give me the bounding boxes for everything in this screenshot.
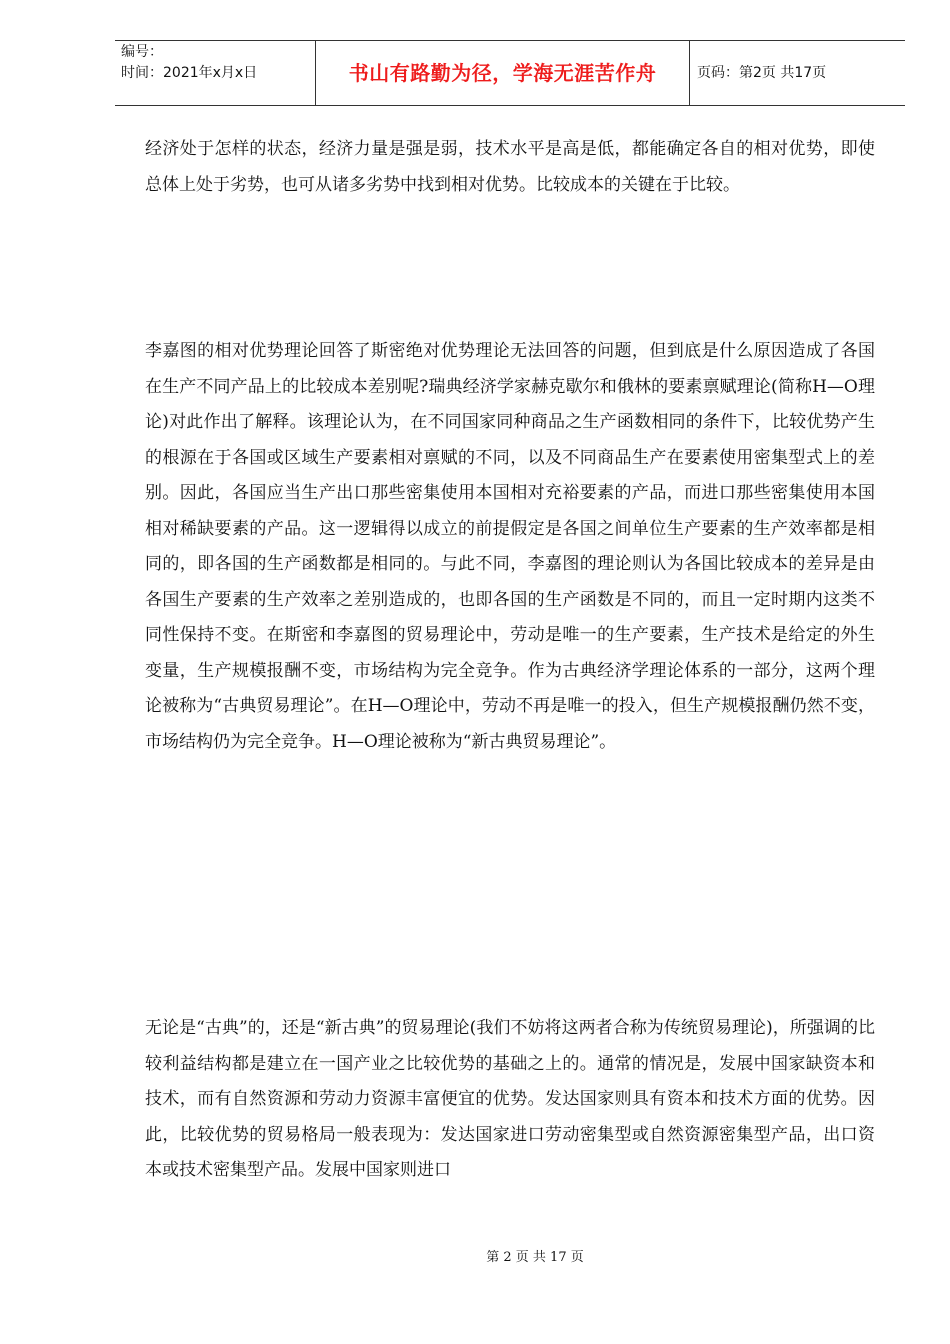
page-header — [115, 40, 905, 106]
serial-number-label: 编号： — [121, 44, 163, 60]
body-paragraph: 无论是“古典”的，还是“新古典”的贸易理论(我们不妨将这两者合称为传统贸易理论)，所强调的比较利益结构都是建立在一国产业之比较优势的基础之上的。通常的情况是，发展中国家缺资本和技术，而有自然资源和劳动力资源丰富便宜的优势。发达国家则具有资本和技术方面的优势。因此，比较优势的贸易格局一般表现为：发达国家进口劳动密集型或自然资源密集型产品，出口资本或技术密集型产品。发展中国家则进口 — [145, 1018, 875, 1180]
header-page-info: 页码：第2页 共17页 — [697, 65, 827, 81]
page-footer: 第 2 页 共 17 页 — [486, 1250, 584, 1265]
header-motto: 书山有路勤为径，学海无涯苦作舟 — [316, 41, 690, 105]
body-paragraph: 李嘉图的相对优势理论回答了斯密绝对优势理论无法回答的问题，但到底是什么原因造成了各国在生产不同产品上的比较成本差别呢?瑞典经济学家赫克歇尔和俄林的要素禀赋理论(简称H—O理论)对此作出了解释。该理论认为，在不同国家同种商品之生产函数相同的条件下，比较优势产生的根源在于各国或区域生产要素相对禀赋的不同，以及不同商品生产在要素使用密集型式上的差别。因此，各国应当生产出口那些密集使用本国相对充裕要素的产品，而进口那些密集使用本国相对稀缺要素的产品。这一逻辑得以成立的前提假定是各国之间单位生产要素的生产效率都是相同的，即各国的生产函数都是相同的。与此不同，李嘉图的理论则认为各国比较成本的差异是由各国生产要素的生产效率之差别造成的，也即各国的生产函数是不同的，而且一定时期内这类不同性保持不变。在斯密和李嘉图的贸易理论中，劳动是唯一的生产要素，生产技术是给定的外生变量，生产规模报酬不变，市场结构为完全竞争。作为古典经济学理论体系的一部分，这两个理论被称为“古典贸易理论”。在H—O理论中，劳动不再是唯一的投入，但生产规模报酬仍然不变，市场结构仍为完全竞争。H—O理论被称为“新古典贸易理论”。 — [145, 341, 875, 752]
time-label: 时间：2021年x月x日 — [121, 65, 258, 81]
header-meta-cell — [115, 41, 316, 105]
body-paragraph: 经济处于怎样的状态，经济力量是强是弱，技术水平是高是低，都能确定各自的相对优势，即使总体上处于劣势，也可从诸多劣势中找到相对优势。比较成本的关键在于比较。 — [145, 139, 875, 195]
